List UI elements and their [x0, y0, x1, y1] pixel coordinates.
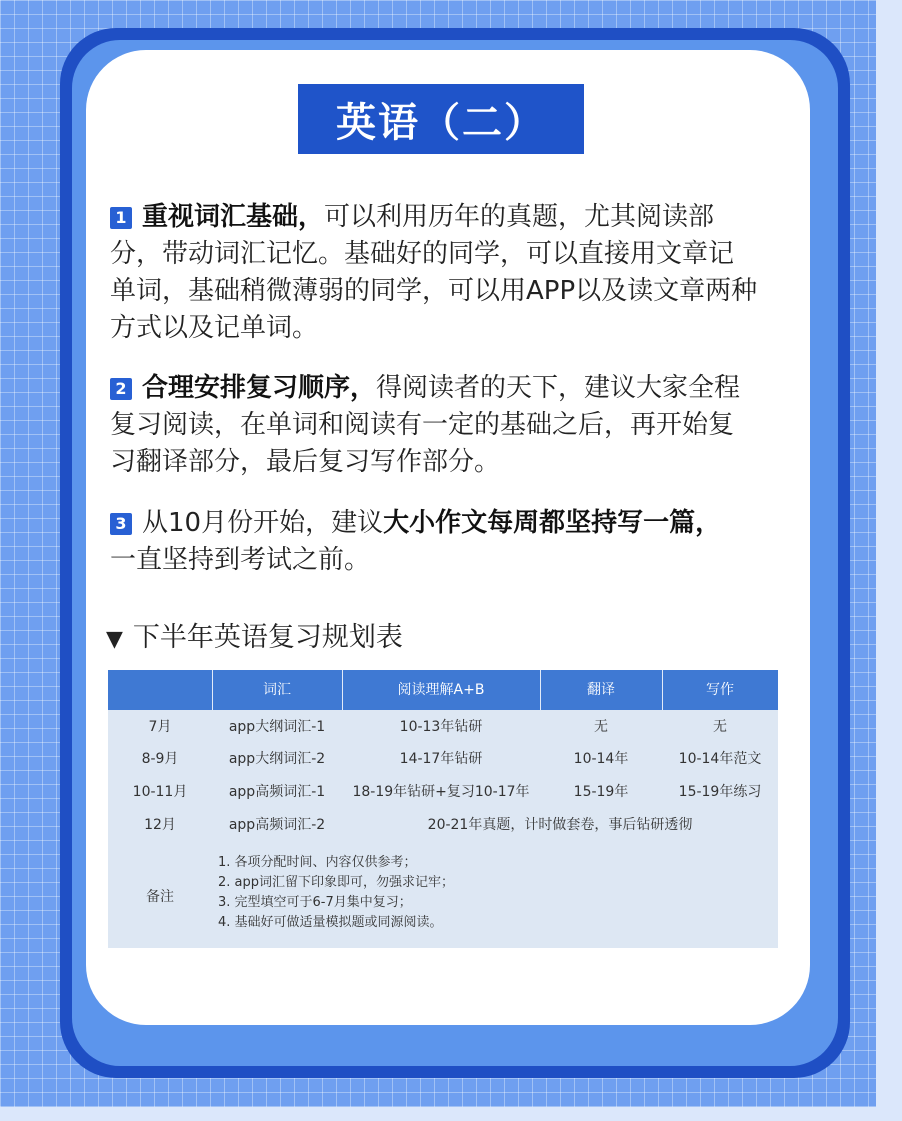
tip-1-line-3: 单词，基础稍微薄弱的同学，可以用APP以及读文章两种 — [110, 276, 758, 306]
table-cell: app高频词汇-1 — [228, 784, 326, 800]
table-header — [108, 670, 778, 710]
tip-1-emphasis: 重视词汇基础， — [142, 202, 325, 232]
tip-2-emphasis: 合理安排复习顺序， — [142, 373, 377, 403]
right-edge-strip — [876, 0, 902, 1121]
table-cell: 12月 — [144, 817, 176, 833]
table-cell: 15-19年 — [573, 784, 629, 800]
page-title: 英语（二） — [298, 84, 584, 154]
note-item: 4. 基础好可做适量模拟题或同源阅读。 — [218, 915, 443, 930]
notes-list — [218, 853, 454, 933]
table-cell: 15-19年练习 — [678, 784, 762, 800]
tip-2-line-1: 得阅读者的天下，建议大家全程 — [376, 373, 741, 403]
notes-label: 备注 — [146, 889, 174, 905]
tip-2 — [110, 370, 790, 481]
schedule-heading — [106, 615, 403, 654]
table-cell: app大纲词汇-1 — [228, 719, 326, 735]
tip-1 — [110, 199, 790, 347]
table-cell: 无 — [594, 719, 608, 735]
col-header-writing: 写作 — [706, 682, 734, 698]
col-header-vocab: 词汇 — [263, 682, 291, 698]
col-header-reading: 阅读理解A+B — [397, 682, 485, 698]
note-item: 2. app词汇留下印象即可，勿强求记牢； — [218, 875, 455, 890]
table-cell: 7月 — [148, 719, 172, 735]
table-cell: 14-17年钻研 — [399, 751, 483, 767]
table-cell: 10-13年钻研 — [399, 719, 483, 735]
table-cell: 18-19年钻研+复习10-17年 — [352, 784, 530, 800]
table-cell: 10-11月 — [132, 784, 188, 800]
table-cell: app大纲词汇-2 — [228, 751, 326, 767]
tip-1-line-1: 可以利用历年的真题，尤其阅读部 — [324, 202, 715, 232]
col-header-period — [108, 670, 212, 710]
schedule-table — [108, 670, 778, 948]
tip-3-line-2: 一直坚持到考试之前。 — [110, 545, 371, 575]
number-badge: 2 — [110, 378, 132, 400]
note-item: 1. 各项分配时间、内容仅供参考； — [218, 855, 417, 870]
schedule-title: 下半年英语复习规划表 — [132, 622, 403, 653]
tip-2-line-3: 习翻译部分，最后复习写作部分。 — [110, 447, 501, 477]
table-cell-merged: 20-21年真题，计时做套卷，事后钻研透彻 — [427, 817, 693, 833]
tip-2-line-2: 复习阅读，在单词和阅读有一定的基础之后，再开始复 — [110, 410, 735, 440]
tip-3 — [110, 505, 790, 579]
col-header-translation: 翻译 — [587, 682, 615, 698]
tip-3-intro: 从10月份开始，建议 — [142, 508, 384, 538]
triangle-down-icon: ▼ — [106, 627, 123, 652]
table-cell: 无 — [713, 719, 727, 735]
tip-1-line-4: 方式以及记单词。 — [110, 313, 319, 343]
bottom-edge-strip — [0, 1107, 902, 1121]
number-badge: 3 — [110, 513, 132, 535]
note-item: 3. 完型填空可于6-7月集中复习； — [218, 895, 412, 910]
table-cell: app高频词汇-2 — [228, 817, 326, 833]
table-cell: 8-9月 — [141, 751, 179, 767]
number-badge: 1 — [110, 207, 132, 229]
tip-1-line-2: 分，带动词汇记忆。基础好的同学，可以直接用文章记 — [110, 239, 735, 269]
table-cell: 10-14年 — [573, 751, 629, 767]
table-cell: 10-14年范文 — [678, 751, 762, 767]
tip-3-emphasis: 大小作文每周都坚持写一篇， — [383, 508, 722, 538]
